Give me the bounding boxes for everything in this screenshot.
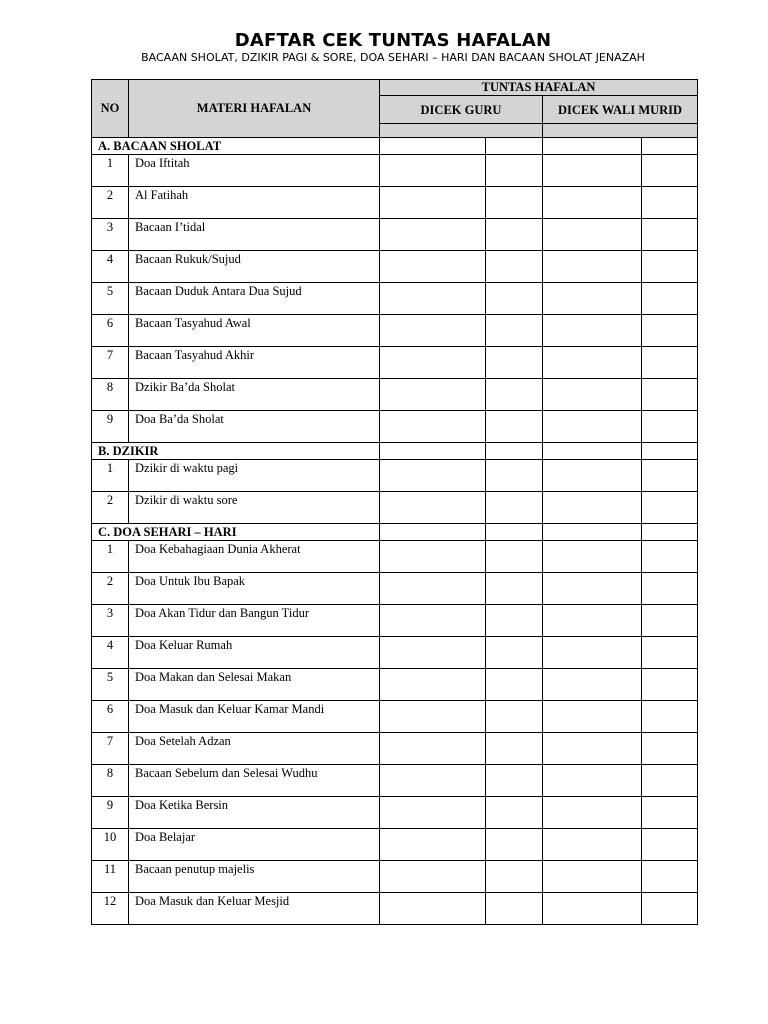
check-guru-2[interactable] (486, 573, 543, 605)
check-cell[interactable] (486, 138, 543, 155)
table-row (92, 492, 698, 524)
check-wali-1[interactable] (543, 573, 642, 605)
check-wali-2[interactable] (642, 669, 698, 701)
check-guru-2[interactable] (486, 155, 543, 187)
item-materi: Doa Akan Tidur dan Bangun Tidur (129, 605, 380, 637)
check-guru-2[interactable] (486, 733, 543, 765)
check-wali-2[interactable] (642, 492, 698, 524)
check-guru-1[interactable] (380, 893, 486, 925)
item-materi: Doa Kebahagiaan Dunia Akherat (129, 541, 380, 573)
item-number: 8 (92, 379, 129, 411)
table-row (92, 460, 698, 492)
item-number: 4 (92, 251, 129, 283)
check-guru-1[interactable] (380, 637, 486, 669)
item-materi: Doa Makan dan Selesai Makan (129, 669, 380, 701)
check-wali-2[interactable] (642, 861, 698, 893)
check-wali-1[interactable] (543, 541, 642, 573)
item-number: 7 (92, 347, 129, 379)
check-wali-1[interactable] (543, 155, 642, 187)
check-guru-1[interactable] (380, 765, 486, 797)
check-cell[interactable] (642, 138, 698, 155)
item-number: 1 (92, 541, 129, 573)
check-wali-2[interactable] (642, 637, 698, 669)
check-guru-1[interactable] (380, 187, 486, 219)
check-wali-2[interactable] (642, 765, 698, 797)
check-wali-2[interactable] (642, 573, 698, 605)
header-materi: MATERI HAFALAN (129, 80, 380, 138)
item-number: 12 (92, 893, 129, 925)
check-guru-1[interactable] (380, 492, 486, 524)
check-wali-1[interactable] (543, 829, 642, 861)
section-row (92, 443, 698, 460)
header-tuntas: TUNTAS HAFALAN (380, 80, 698, 96)
check-guru-2[interactable] (486, 187, 543, 219)
check-guru-2[interactable] (486, 460, 543, 492)
check-wali-1[interactable] (543, 605, 642, 637)
check-guru-2[interactable] (486, 283, 543, 315)
section-row (92, 524, 698, 541)
item-number: 6 (92, 701, 129, 733)
table-row (92, 893, 698, 925)
table-row (92, 765, 698, 797)
check-guru-1[interactable] (380, 347, 486, 379)
table-row (92, 733, 698, 765)
check-wali-2[interactable] (642, 411, 698, 443)
check-wali-1[interactable] (543, 701, 642, 733)
check-guru-1[interactable] (380, 460, 486, 492)
check-guru-2[interactable] (486, 492, 543, 524)
check-guru-2[interactable] (486, 251, 543, 283)
item-number: 2 (92, 187, 129, 219)
table-row (92, 541, 698, 573)
table-row (92, 379, 698, 411)
item-number: 11 (92, 861, 129, 893)
check-wali-2[interactable] (642, 893, 698, 925)
check-wali-2[interactable] (642, 219, 698, 251)
table-row (92, 829, 698, 861)
table-row (92, 219, 698, 251)
item-number: 8 (92, 765, 129, 797)
section-row (92, 138, 698, 155)
item-number: 10 (92, 829, 129, 861)
check-cell[interactable] (543, 138, 642, 155)
checklist-table (91, 79, 698, 925)
table-row (92, 283, 698, 315)
check-guru-1[interactable] (380, 701, 486, 733)
check-guru-1[interactable] (380, 573, 486, 605)
item-materi: Al Fatihah (129, 187, 380, 219)
check-guru-1[interactable] (380, 797, 486, 829)
check-guru-1[interactable] (380, 829, 486, 861)
item-materi: Doa Iftitah (129, 155, 380, 187)
item-materi: Doa Belajar (129, 829, 380, 861)
item-number: 4 (92, 637, 129, 669)
check-wali-1[interactable] (543, 893, 642, 925)
item-materi: Doa Ketika Bersin (129, 797, 380, 829)
item-materi: Bacaan Tasyahud Awal (129, 315, 380, 347)
table-row (92, 347, 698, 379)
check-wali-1[interactable] (543, 251, 642, 283)
section-title: B. DZIKIR (92, 443, 380, 460)
item-number: 6 (92, 315, 129, 347)
check-guru-2[interactable] (486, 797, 543, 829)
item-materi: Bacaan I’tidal (129, 219, 380, 251)
item-materi: Bacaan Duduk Antara Dua Sujud (129, 283, 380, 315)
item-materi: Bacaan penutup majelis (129, 861, 380, 893)
table-row (92, 797, 698, 829)
check-guru-1[interactable] (380, 283, 486, 315)
check-wali-2[interactable] (642, 460, 698, 492)
item-number: 5 (92, 669, 129, 701)
check-guru-2[interactable] (486, 701, 543, 733)
item-number: 2 (92, 573, 129, 605)
check-guru-2[interactable] (486, 605, 543, 637)
table-row (92, 669, 698, 701)
check-guru-1[interactable] (380, 411, 486, 443)
item-materi: Dzikir di waktu sore (129, 492, 380, 524)
check-wali-1[interactable] (543, 765, 642, 797)
item-number: 3 (92, 219, 129, 251)
check-cell[interactable] (380, 138, 486, 155)
check-wali-1[interactable] (543, 347, 642, 379)
header-no: NO (92, 80, 129, 138)
item-materi: Doa Masuk dan Keluar Mesjid (129, 893, 380, 925)
check-wali-2[interactable] (642, 155, 698, 187)
check-cell[interactable] (642, 524, 698, 541)
item-number: 3 (92, 605, 129, 637)
check-wali-1[interactable] (543, 460, 642, 492)
page-title: DAFTAR CEK TUNTAS HAFALAN (234, 30, 552, 51)
check-wali-2[interactable] (642, 797, 698, 829)
item-number: 2 (92, 492, 129, 524)
item-number: 9 (92, 411, 129, 443)
check-cell[interactable] (543, 443, 642, 460)
check-wali-2[interactable] (642, 283, 698, 315)
header-dicek-guru: DICEK GURU (380, 96, 543, 124)
check-wali-2[interactable] (642, 347, 698, 379)
check-wali-2[interactable] (642, 315, 698, 347)
check-guru-2[interactable] (486, 637, 543, 669)
check-guru-2[interactable] (486, 315, 543, 347)
table-row (92, 605, 698, 637)
check-wali-1[interactable] (543, 219, 642, 251)
item-materi: Bacaan Tasyahud Akhir (129, 347, 380, 379)
table-row (92, 251, 698, 283)
check-wali-2[interactable] (642, 733, 698, 765)
table-row (92, 861, 698, 893)
check-guru-1[interactable] (380, 861, 486, 893)
check-wali-1[interactable] (543, 733, 642, 765)
table-row (92, 637, 698, 669)
item-number: 1 (92, 155, 129, 187)
check-guru-1[interactable] (380, 605, 486, 637)
item-number: 5 (92, 283, 129, 315)
item-materi: Doa Masuk dan Keluar Kamar Mandi (129, 701, 380, 733)
item-materi: Dzikir di waktu pagi (129, 460, 380, 492)
check-wali-1[interactable] (543, 411, 642, 443)
check-guru-1[interactable] (380, 251, 486, 283)
section-title: A. BACAAN SHOLAT (92, 138, 380, 155)
table-row (92, 187, 698, 219)
check-cell[interactable] (642, 443, 698, 460)
check-wali-1[interactable] (543, 797, 642, 829)
check-wali-1[interactable] (543, 861, 642, 893)
check-guru-2[interactable] (486, 861, 543, 893)
check-cell[interactable] (380, 524, 486, 541)
table-row (92, 701, 698, 733)
check-guru-2[interactable] (486, 541, 543, 573)
check-guru-1[interactable] (380, 219, 486, 251)
header-guru-blank (380, 124, 543, 138)
check-cell[interactable] (380, 443, 486, 460)
item-number: 1 (92, 460, 129, 492)
check-guru-1[interactable] (380, 733, 486, 765)
item-materi: Bacaan Sebelum dan Selesai Wudhu (129, 765, 380, 797)
check-guru-1[interactable] (380, 669, 486, 701)
check-wali-1[interactable] (543, 669, 642, 701)
check-guru-2[interactable] (486, 669, 543, 701)
check-guru-2[interactable] (486, 893, 543, 925)
check-cell[interactable] (486, 443, 543, 460)
check-cell[interactable] (486, 524, 543, 541)
check-guru-1[interactable] (380, 315, 486, 347)
check-cell[interactable] (543, 524, 642, 541)
page-subtitle: BACAAN SHOLAT, DZIKIR PAGI & SORE, DOA SEHARI – HARI DAN BACAAN SHOLAT JENAZAH (141, 51, 645, 64)
item-materi: Bacaan Rukuk/Sujud (129, 251, 380, 283)
check-guru-2[interactable] (486, 411, 543, 443)
check-guru-2[interactable] (486, 347, 543, 379)
check-wali-1[interactable] (543, 283, 642, 315)
table-row (92, 573, 698, 605)
check-wali-2[interactable] (642, 541, 698, 573)
check-wali-2[interactable] (642, 251, 698, 283)
item-materi: Doa Keluar Rumah (129, 637, 380, 669)
check-wali-2[interactable] (642, 701, 698, 733)
table-row (92, 411, 698, 443)
item-materi: Doa Untuk Ibu Bapak (129, 573, 380, 605)
item-number: 9 (92, 797, 129, 829)
item-number: 7 (92, 733, 129, 765)
table-row (92, 315, 698, 347)
item-materi: Doa Ba’da Sholat (129, 411, 380, 443)
check-wali-2[interactable] (642, 605, 698, 637)
check-wali-2[interactable] (642, 187, 698, 219)
check-guru-2[interactable] (486, 765, 543, 797)
check-wali-1[interactable] (543, 379, 642, 411)
check-guru-1[interactable] (380, 155, 486, 187)
check-guru-2[interactable] (486, 379, 543, 411)
header-wali-blank (543, 124, 698, 138)
header-dicek-wali: DICEK WALI MURID (543, 96, 698, 124)
check-guru-1[interactable] (380, 541, 486, 573)
check-wali-2[interactable] (642, 829, 698, 861)
section-title: C. DOA SEHARI – HARI (92, 524, 380, 541)
check-guru-2[interactable] (486, 829, 543, 861)
check-wali-1[interactable] (543, 492, 642, 524)
item-materi: Doa Setelah Adzan (129, 733, 380, 765)
item-materi: Dzikir Ba’da Sholat (129, 379, 380, 411)
check-wali-1[interactable] (543, 637, 642, 669)
check-wali-1[interactable] (543, 187, 642, 219)
check-guru-1[interactable] (380, 379, 486, 411)
table-row (92, 155, 698, 187)
check-guru-2[interactable] (486, 219, 543, 251)
check-wali-1[interactable] (543, 315, 642, 347)
check-wali-2[interactable] (642, 379, 698, 411)
